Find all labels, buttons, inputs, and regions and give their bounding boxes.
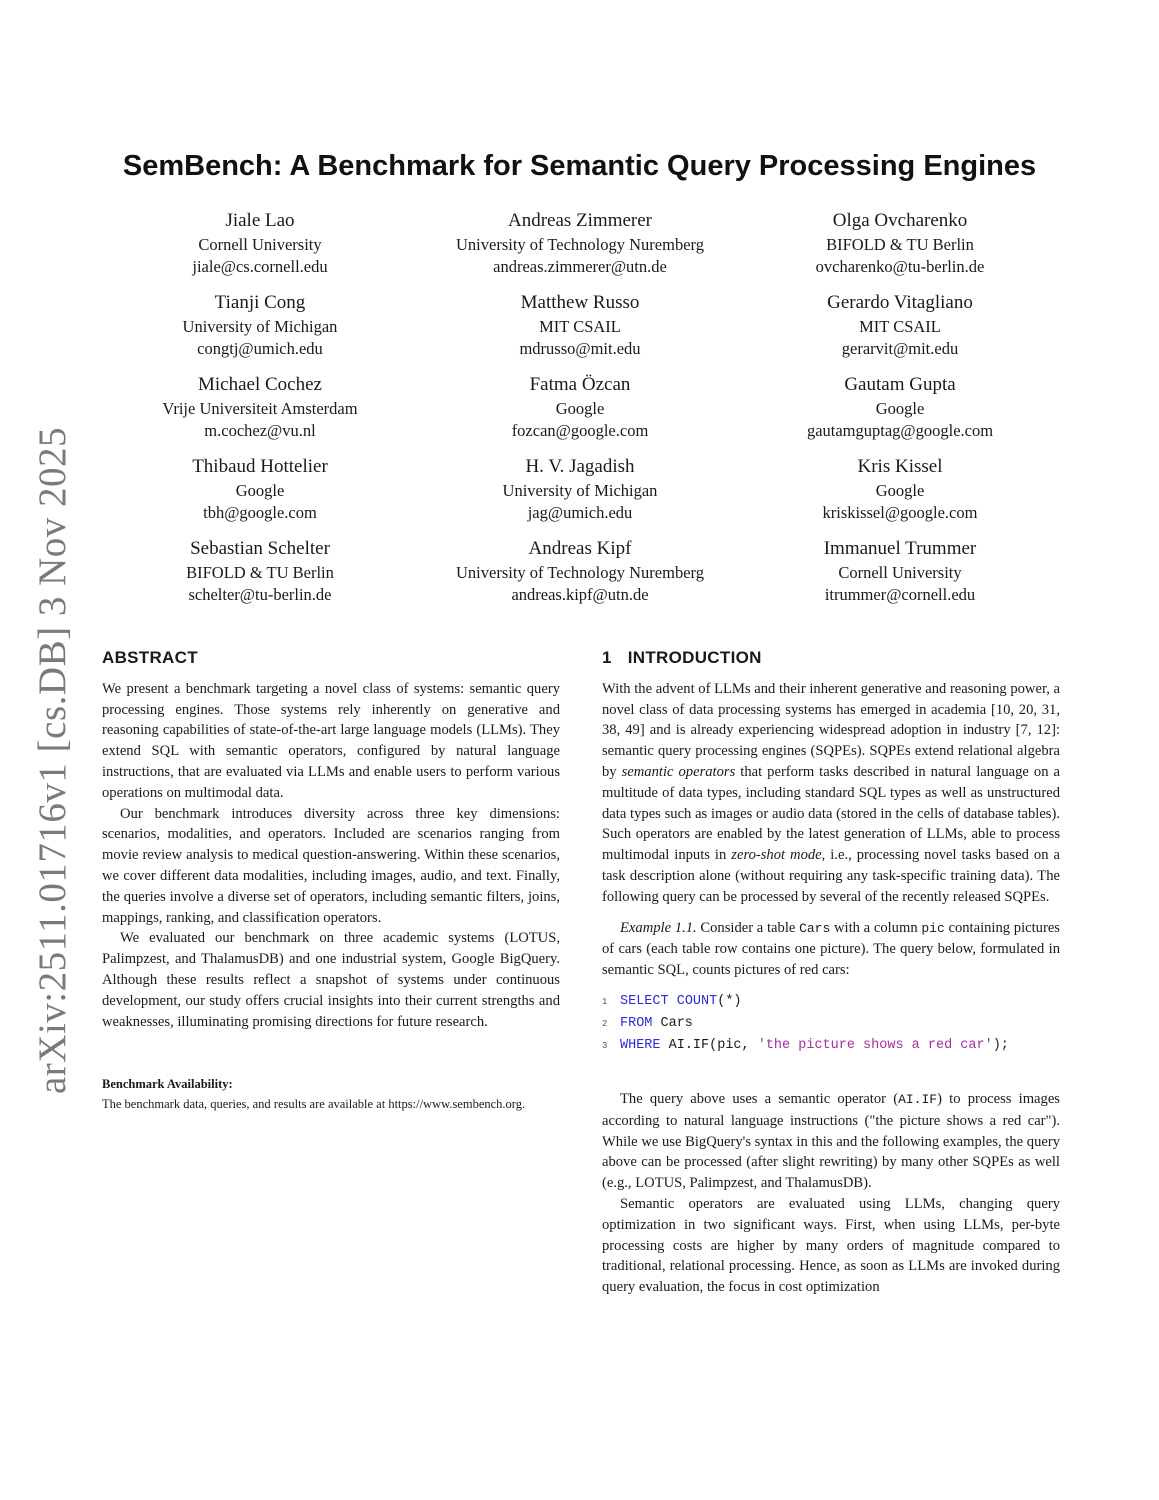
- introduction-column: [602, 648, 1060, 1298]
- abstract-paragraph: We evaluated our benchmark on three academic systems (LOTUS, Palimpzest, and ThalamusDB) and one industrial system, Google BigQuery. Although these results reflect a snapshot of systems under continuous development, our study offers crucial insights into their current strengths and weaknesses, illuminating promising directions for future research.: [102, 930, 560, 1030]
- author-name: Sebastian Schelter: [190, 538, 330, 559]
- code-line: [602, 991, 1060, 1013]
- author: [100, 290, 420, 360]
- author-affiliation: Cornell University: [838, 563, 962, 582]
- author-email: andreas.kipf@utn.de: [511, 585, 649, 604]
- inline-code: Cars: [799, 920, 831, 936]
- line-number: 2: [602, 1018, 608, 1029]
- intro-paragraph: Semantic operators are evaluated using LLMs, changing query optimization in two significant ways. First, when using LLMs, per-byte processing costs are higher by many orders of magnitude compared to traditional, relational processing. Hence, as soon as LLMs are invoked during query evaluation, the focus in cost optimization: [602, 1195, 1060, 1296]
- text-run: The query above uses a semantic operator (: [620, 1090, 899, 1107]
- abstract-paragraph: Our benchmark introduces diversity across three key dimensions: scenarios, modalities, and operators. Included are scenarios ranging from movie review analysis to medical question-answering. Within these scenarios, we cover different data modalities, including images, audio, and text. Finally, the queries involve a diverse set of operators, including semantic filters, joins, mappings, ranking, and classification operators.: [102, 805, 560, 926]
- arxiv-id: arXiv:2511.01716v1 [cs.DB] 3 Nov 2025: [30, 426, 74, 1094]
- author: [420, 208, 740, 278]
- section-title: INTRODUCTION: [627, 648, 762, 667]
- author-email: itrummer@cornell.edu: [824, 585, 976, 604]
- code-line: [602, 1013, 1060, 1035]
- author-name: Michael Cochez: [198, 374, 322, 395]
- author-email: congtj@umich.edu: [197, 339, 323, 358]
- author: [740, 208, 1060, 278]
- example-paragraph: [602, 918, 1060, 981]
- author-name: Thibaud Hottelier: [192, 456, 328, 477]
- author: [740, 454, 1060, 524]
- abstract-paragraph: We present a benchmark targeting a novel class of systems: semantic query processing engines. Those systems rely inherently on generative and reasoning capabilities of state-of-the-art large language models (LLMs). They extend SQL with semantic operators, configured by natural language instructions, that are evaluated via LLMs and enable users to perform various operations on multimodal data.: [102, 680, 560, 801]
- text-run: Consider a table: [696, 919, 800, 936]
- author-affiliation: University of Michigan: [502, 481, 658, 500]
- author-affiliation: Google: [875, 399, 925, 418]
- availability-text: The benchmark data, queries, and results are available at https://www.sembench.org.: [102, 1097, 526, 1112]
- inline-code: pic: [921, 920, 945, 936]
- intro-paragraph: [602, 679, 1060, 908]
- text-run: with a column: [830, 919, 922, 936]
- text-run: that perform tasks described in natural language on a multitude of data types, including standard SQL types as well as unstructured data types such as images or audio data (stored in the cells of database tables). Such operators are enabled by the latest generation of LLMs, able to process multimodal inputs in: [602, 763, 1060, 864]
- author: [740, 372, 1060, 442]
- author-affiliation: Google: [875, 481, 925, 500]
- author-name: Jiale Lao: [225, 210, 295, 231]
- author-name: Fatma Özcan: [529, 374, 631, 395]
- text-run: ) to process images according to natural language instructions ("the picture shows a red car"). While we use BigQuery's syntax in this and the following examples, the query above can be processed (after slight rewriting) by many other SQPEs as well (e.g., LOTUS, Palimpzest, and ThalamusDB).: [602, 1090, 1060, 1192]
- sql-string: 'the picture shows a red car': [757, 1037, 993, 1053]
- code-listing: [602, 991, 1060, 1057]
- author-affiliation: Google: [235, 481, 285, 500]
- author-affiliation: Cornell University: [198, 235, 322, 254]
- author: [100, 208, 420, 278]
- author-name: Matthew Russo: [520, 292, 640, 313]
- author-email: ovcharenko@tu-berlin.de: [815, 257, 985, 276]
- author-email: kriskissel@google.com: [822, 503, 978, 522]
- sql-keyword: COUNT: [676, 993, 718, 1009]
- sql-keyword: WHERE: [620, 1037, 661, 1053]
- arxiv-identifier-sidebar: [30, 426, 74, 1094]
- line-number: 1: [602, 996, 608, 1007]
- author-email: gerarvit@mit.edu: [841, 339, 959, 358]
- code-text: );: [992, 1037, 1009, 1053]
- author: [740, 536, 1060, 606]
- author: [100, 536, 420, 606]
- author-affiliation: MIT CSAIL: [539, 317, 621, 336]
- author-block: [100, 208, 1060, 606]
- code-text: AI.IF(pic,: [660, 1037, 758, 1053]
- author-name: Immanuel Trummer: [823, 538, 977, 559]
- author-name: Gautam Gupta: [844, 374, 956, 395]
- author-email: tbh@google.com: [203, 503, 317, 522]
- inline-code: AI.IF: [898, 1091, 938, 1107]
- text-run: With the advent of LLMs and their inherent generative and reasoning power, a novel class of data processing systems has emerged in academia [10, 20, 31, 38, 49] and is already experiencing widespread adoption in industry [7, 12]: semantic query processing engines (SQPEs). SQPEs extend relational algebra by: [602, 680, 1060, 780]
- author-email: mdrusso@mit.edu: [519, 339, 641, 358]
- author: [420, 372, 740, 442]
- author-affiliation: University of Michigan: [182, 317, 338, 336]
- author-email: gautamguptag@google.com: [806, 421, 994, 440]
- abstract-column: [102, 648, 560, 1115]
- author: [100, 372, 420, 442]
- author-affiliation: BIFOLD & TU Berlin: [826, 235, 974, 254]
- author-name: Tianji Cong: [214, 292, 306, 313]
- sql-keyword: SELECT: [620, 993, 669, 1009]
- author-email: m.cochez@vu.nl: [204, 421, 316, 440]
- abstract-heading: ABSTRACT: [102, 648, 198, 667]
- author-name: Kris Kissel: [857, 456, 943, 477]
- author-email: andreas.zimmerer@utn.de: [493, 257, 667, 276]
- author-name: H. V. Jagadish: [525, 456, 635, 477]
- author-name: Andreas Kipf: [528, 538, 632, 559]
- availability-label: Benchmark Availability:: [102, 1077, 233, 1092]
- code-line: [602, 1035, 1060, 1057]
- line-number: 3: [602, 1040, 608, 1051]
- author-email: fozcan@google.com: [511, 421, 649, 440]
- author-email: jiale@cs.cornell.edu: [192, 257, 328, 276]
- emphasis: semantic operators: [621, 763, 736, 780]
- introduction-heading: [602, 648, 1060, 669]
- author: [420, 536, 740, 606]
- author: [100, 454, 420, 524]
- author-email: jag@umich.edu: [527, 503, 633, 522]
- author-email: schelter@tu-berlin.de: [188, 585, 332, 604]
- text-run: , i.e., processing novel tasks based on a task description alone (without requiring any task-specific training data). The following query can be processed by several of the recently released SQPEs.: [602, 847, 1060, 905]
- author-affiliation: MIT CSAIL: [859, 317, 941, 336]
- author: [420, 290, 740, 360]
- sql-keyword: FROM: [620, 1015, 653, 1031]
- intro-paragraph: [602, 1089, 1060, 1194]
- author-name: Olga Ovcharenko: [832, 210, 968, 231]
- section-number: 1: [602, 648, 612, 667]
- emphasis: zero-shot mode: [731, 847, 822, 864]
- text-run: containing pictures of cars (each table row contains one picture). The query below, formulated in semantic SQL, counts pictures of red cars:: [602, 919, 1060, 979]
- author-name: Andreas Zimmerer: [507, 210, 653, 231]
- author-affiliation: Google: [555, 399, 605, 418]
- author-affiliation: BIFOLD & TU Berlin: [186, 563, 334, 582]
- example-label: Example 1.1.: [620, 919, 697, 936]
- author: [420, 454, 740, 524]
- author: [740, 290, 1060, 360]
- author-affiliation: Vrije Universiteit Amsterdam: [162, 399, 358, 418]
- author-name: Gerardo Vitagliano: [827, 292, 973, 313]
- author-affiliation: University of Technology Nuremberg: [456, 563, 704, 582]
- code-text: Cars: [652, 1015, 693, 1031]
- paper-title: SemBench: A Benchmark for Semantic Query Processing Engines: [122, 150, 1037, 182]
- code-text: (*): [717, 993, 742, 1009]
- author-affiliation: University of Technology Nuremberg: [456, 235, 704, 254]
